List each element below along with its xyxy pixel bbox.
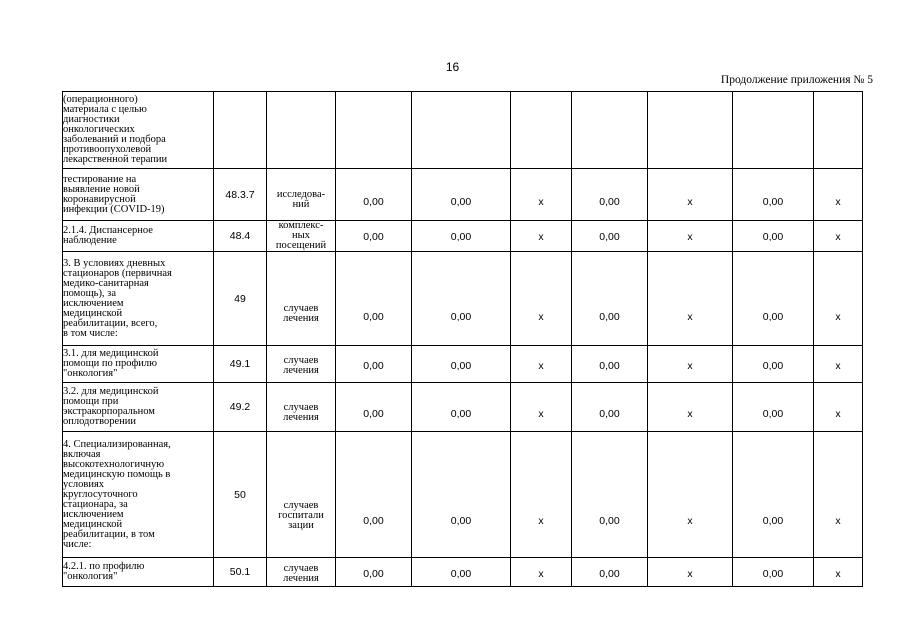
cell-x-mark: x — [648, 558, 733, 587]
row-unit: исследова- ний — [267, 169, 336, 221]
row-name: 3.2. для медицинской помощи при экстракорпоральном оплодотворении — [63, 383, 214, 432]
cell-x-mark: x — [814, 169, 863, 221]
row-name: тестирование на выявление новой коронавирусной инфекции (COVID-19) — [63, 169, 214, 221]
cell-x-mark: x — [814, 432, 863, 558]
cell-x-mark: x — [648, 346, 733, 383]
cell-value: 0,00 — [572, 383, 648, 432]
cell-x-mark: x — [648, 432, 733, 558]
row-unit: случаев лечения — [267, 346, 336, 383]
cell-value: 0,00 — [412, 558, 511, 587]
cell-x-mark: x — [511, 169, 572, 221]
row-code: 50.1 — [214, 558, 267, 587]
cell-x-mark: x — [814, 252, 863, 346]
cell-value: 0,00 — [336, 346, 412, 383]
cell-x-mark: x — [511, 558, 572, 587]
cell-value: 0,00 — [733, 346, 814, 383]
cell-value: 0,00 — [572, 221, 648, 252]
cell-value: 0,00 — [572, 169, 648, 221]
data-table — [62, 91, 863, 587]
cell-x-mark: x — [814, 558, 863, 587]
cell-x-mark: x — [511, 221, 572, 252]
table-row — [63, 252, 863, 346]
cell-value: 0,00 — [336, 383, 412, 432]
cell-value: 0,00 — [572, 346, 648, 383]
row-code: 48.4 — [214, 221, 267, 252]
row-unit: комплекс- ных посещений — [267, 221, 336, 252]
cell-value: 0,00 — [572, 252, 648, 346]
row-code: 50 — [214, 432, 267, 558]
row-unit: случаев лечения — [267, 252, 336, 346]
cell-value: 0,00 — [336, 432, 412, 558]
row-unit: случаев госпитали зации — [267, 432, 336, 558]
cell-value — [814, 92, 863, 169]
cell-x-mark: x — [511, 383, 572, 432]
cell-value: 0,00 — [733, 432, 814, 558]
cell-value: 0,00 — [733, 558, 814, 587]
row-code — [214, 92, 267, 169]
row-name: 3. В условиях дневных стационаров (первичная медико-санитарная помощь), за исключением медицинской реабилитации, всего, в том числе: — [63, 252, 214, 346]
row-code: 48.3.7 — [214, 169, 267, 221]
cell-value: 0,00 — [336, 169, 412, 221]
row-unit — [267, 92, 336, 169]
cell-x-mark: x — [511, 346, 572, 383]
cell-value: 0,00 — [412, 346, 511, 383]
row-code: 49 — [214, 252, 267, 346]
table-row — [63, 169, 863, 221]
table-row — [63, 432, 863, 558]
row-name: 4. Специализированная, включая высокотехнологичную медицинскую помощь в условиях круглосуточного стационара, за исключением медицинской реабилитации, в том числе: — [63, 432, 214, 558]
cell-value: 0,00 — [733, 169, 814, 221]
table-row — [63, 92, 863, 169]
cell-value — [648, 92, 733, 169]
row-name: (операционного) материала с целью диагностики онкологических заболеваний и подбора противоопухолевой лекарственной терапии — [63, 92, 214, 169]
cell-value: 0,00 — [572, 558, 648, 587]
row-name: 3.1. для медицинской помощи по профилю "онкология" — [63, 346, 214, 383]
table-row — [63, 346, 863, 383]
row-code: 49.2 — [214, 383, 267, 432]
row-name: 4.2.1. по профилю "онкология" — [63, 558, 214, 587]
cell-value: 0,00 — [733, 252, 814, 346]
cell-x-mark: x — [648, 252, 733, 346]
table-row — [63, 221, 863, 252]
cell-value: 0,00 — [733, 383, 814, 432]
cell-value: 0,00 — [336, 558, 412, 587]
row-unit: случаев лечения — [267, 558, 336, 587]
page-number: 16 — [445, 60, 460, 74]
cell-value — [572, 92, 648, 169]
cell-x-mark: x — [648, 221, 733, 252]
cell-x-mark: x — [511, 252, 572, 346]
table-row — [63, 383, 863, 432]
cell-value — [733, 92, 814, 169]
cell-value: 0,00 — [412, 169, 511, 221]
cell-value — [412, 92, 511, 169]
continuation-note: Продолжение приложения № 5 — [720, 74, 873, 86]
row-unit: случаев лечения — [267, 383, 336, 432]
cell-x-mark: x — [511, 432, 572, 558]
cell-value: 0,00 — [572, 432, 648, 558]
table-row — [63, 558, 863, 587]
cell-value: 0,00 — [336, 221, 412, 252]
cell-value: 0,00 — [412, 252, 511, 346]
cell-value: 0,00 — [412, 383, 511, 432]
row-name: 2.1.4. Диспансерное наблюдение — [63, 221, 214, 252]
cell-x-mark: x — [648, 169, 733, 221]
cell-value: 0,00 — [412, 432, 511, 558]
cell-value: 0,00 — [733, 221, 814, 252]
cell-value — [511, 92, 572, 169]
cell-value — [336, 92, 412, 169]
row-code: 49.1 — [214, 346, 267, 383]
cell-value: 0,00 — [336, 252, 412, 346]
cell-value: 0,00 — [412, 221, 511, 252]
cell-x-mark: x — [814, 346, 863, 383]
cell-x-mark: x — [814, 383, 863, 432]
cell-x-mark: x — [814, 221, 863, 252]
cell-x-mark: x — [648, 383, 733, 432]
